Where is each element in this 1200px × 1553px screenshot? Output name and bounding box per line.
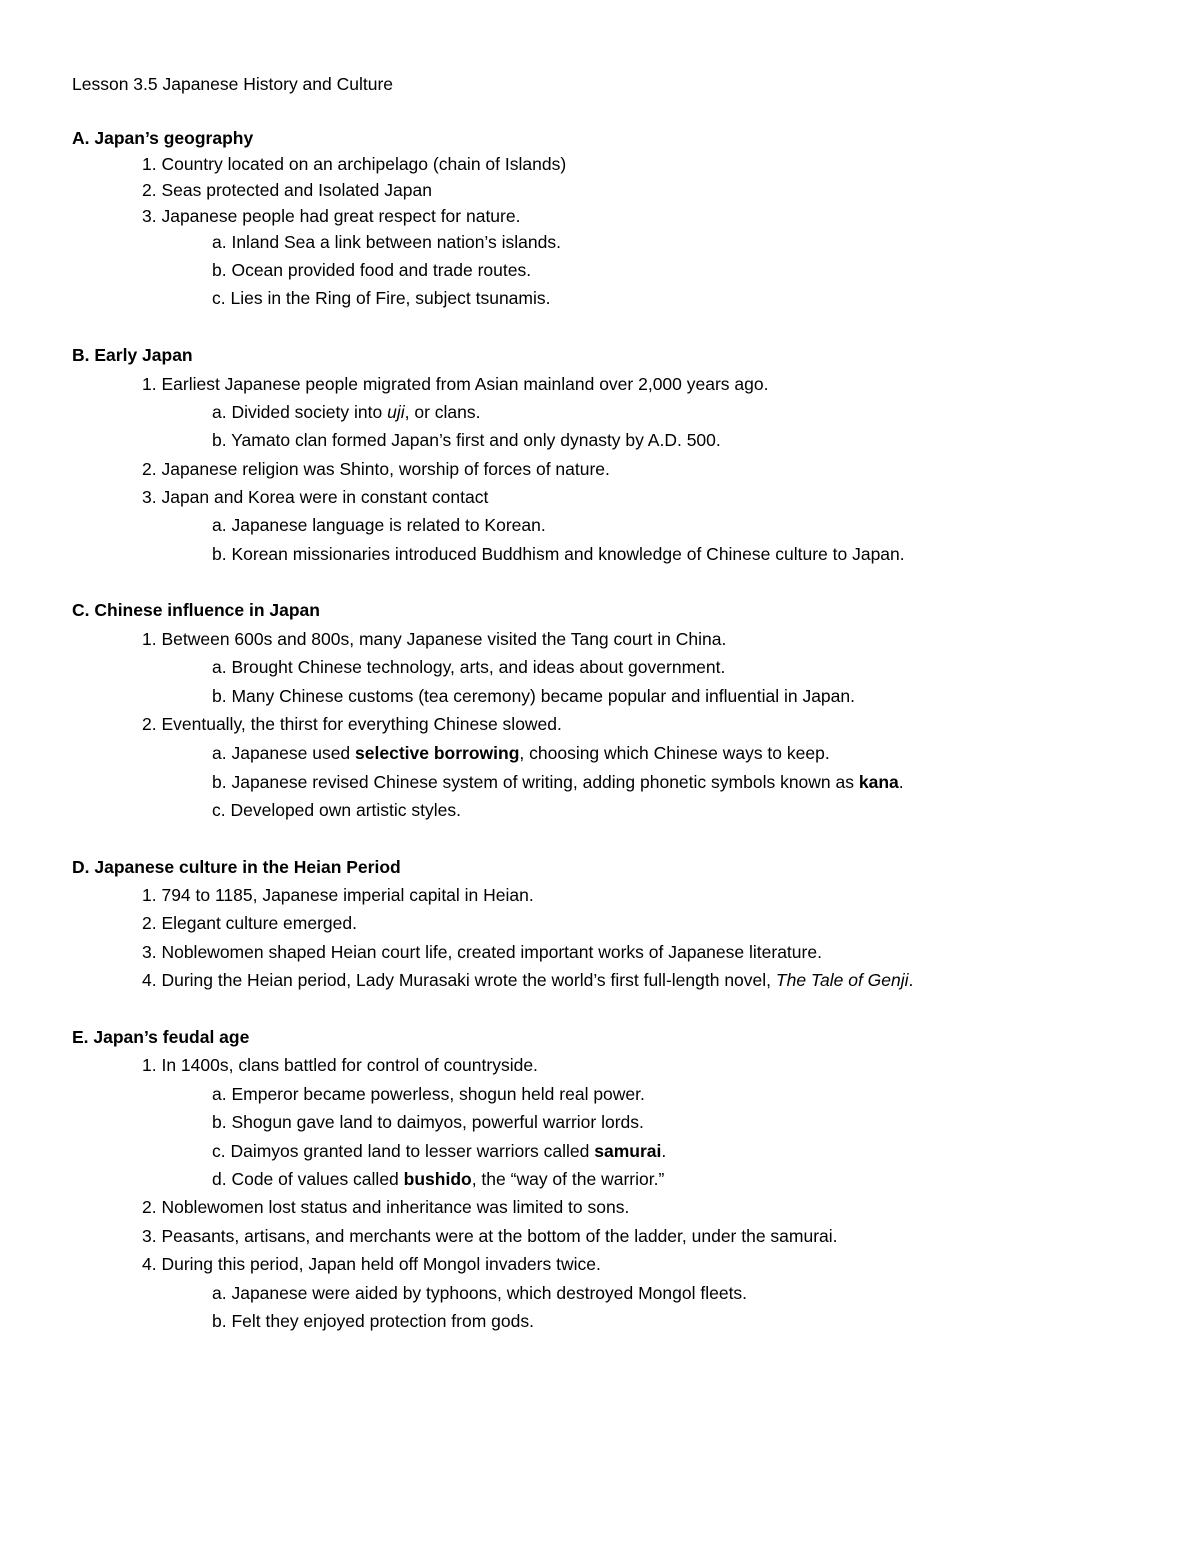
text-run: . [908,970,914,990]
section-a-heading: A. Japan’s geography [72,128,254,148]
list-subitem: b. Korean missionaries introduced Buddhism and knowledge of Chinese culture to Japan. [212,544,905,564]
list-item: 1. Between 600s and 800s, many Japanese visited the Tang court in China. [142,629,727,649]
list-subitem [212,771,904,793]
list-subitem: a. Emperor became powerless, shogun held real power. [212,1084,645,1104]
text-run: . [898,772,904,792]
bold-term: kana [858,772,899,792]
document-title: Lesson 3.5 Japanese History and Culture [72,74,394,94]
list-item: 2. Noblewomen lost status and inheritance was limited to sons. [142,1197,630,1217]
text-run: c. Daimyos granted land to lesser warriors called [212,1141,595,1161]
list-item: 3. Japanese people had great respect for nature. [142,206,521,226]
bold-term: samurai [594,1141,662,1161]
list-item: 1. Earliest Japanese people migrated from Asian mainland over 2,000 years ago. [142,374,769,394]
list-subitem: b. Felt they enjoyed protection from gods. [212,1311,534,1331]
italic-term: uji [387,402,405,422]
list-subitem: a. Japanese were aided by typhoons, which destroyed Mongol fleets. [212,1283,748,1303]
text-run: d. Code of values called [212,1169,404,1189]
list-item: 1. 794 to 1185, Japanese imperial capital in Heian. [142,885,534,905]
list-subitem [212,1168,664,1190]
section-c-heading: C. Chinese influence in Japan [72,600,320,620]
text-run: . [661,1141,667,1161]
list-subitem: b. Yamato clan formed Japan’s first and only dynasty by A.D. 500. [212,430,721,450]
list-subitem: a. Brought Chinese technology, arts, and ideas about government. [212,657,726,677]
list-subitem: c. Developed own artistic styles. [212,800,461,820]
text-run: , the “way of the warrior.” [471,1169,665,1189]
bold-term: bushido [403,1169,472,1189]
list-item: 1. In 1400s, clans battled for control of countryside. [142,1055,538,1075]
list-subitem: a. Japanese language is related to Korean. [212,515,546,535]
bold-term: selective borrowing [355,743,520,763]
text-run: , or clans. [404,402,481,422]
text-run: a. Japanese used [212,743,356,763]
text-run: a. Divided society into [212,402,388,422]
list-subitem: b. Many Chinese customs (tea ceremony) became popular and influential in Japan. [212,686,855,706]
section-e-heading: E. Japan’s feudal age [72,1027,250,1047]
list-item: 3. Noblewomen shaped Heian court life, created important works of Japanese literature. [142,942,822,962]
list-subitem: b. Ocean provided food and trade routes. [212,260,532,280]
list-item: 2. Eventually, the thirst for everything Chinese slowed. [142,714,562,734]
list-item: 2. Japanese religion was Shinto, worship of forces of nature. [142,459,610,479]
list-item: 3. Japan and Korea were in constant contact [142,487,489,507]
list-item: 2. Seas protected and Isolated Japan [142,180,432,200]
italic-title: The Tale of Genji [775,970,909,990]
list-subitem [212,401,480,423]
list-item: 1. Country located on an archipelago (chain of Islands) [142,154,567,174]
text-run: b. Japanese revised Chinese system of writing, adding phonetic symbols known as [212,772,859,792]
list-subitem: c. Lies in the Ring of Fire, subject tsunamis. [212,288,551,308]
list-item: 4. During this period, Japan held off Mongol invaders twice. [142,1254,601,1274]
text-run: , choosing which Chinese ways to keep. [519,743,830,763]
list-item: 2. Elegant culture emerged. [142,913,357,933]
list-subitem [212,1140,666,1162]
section-b-heading: B. Early Japan [72,345,193,365]
list-subitem: b. Shogun gave land to daimyos, powerful warrior lords. [212,1112,644,1132]
list-item: 3. Peasants, artisans, and merchants were at the bottom of the ladder, under the samurai. [142,1226,838,1246]
section-d-heading: D. Japanese culture in the Heian Period [72,857,401,877]
list-item [142,969,913,991]
text-run: 4. During the Heian period, Lady Murasaki wrote the world’s first full-length novel, [142,970,776,990]
list-subitem: a. Inland Sea a link between nation’s islands. [212,232,561,252]
list-subitem [212,742,830,764]
